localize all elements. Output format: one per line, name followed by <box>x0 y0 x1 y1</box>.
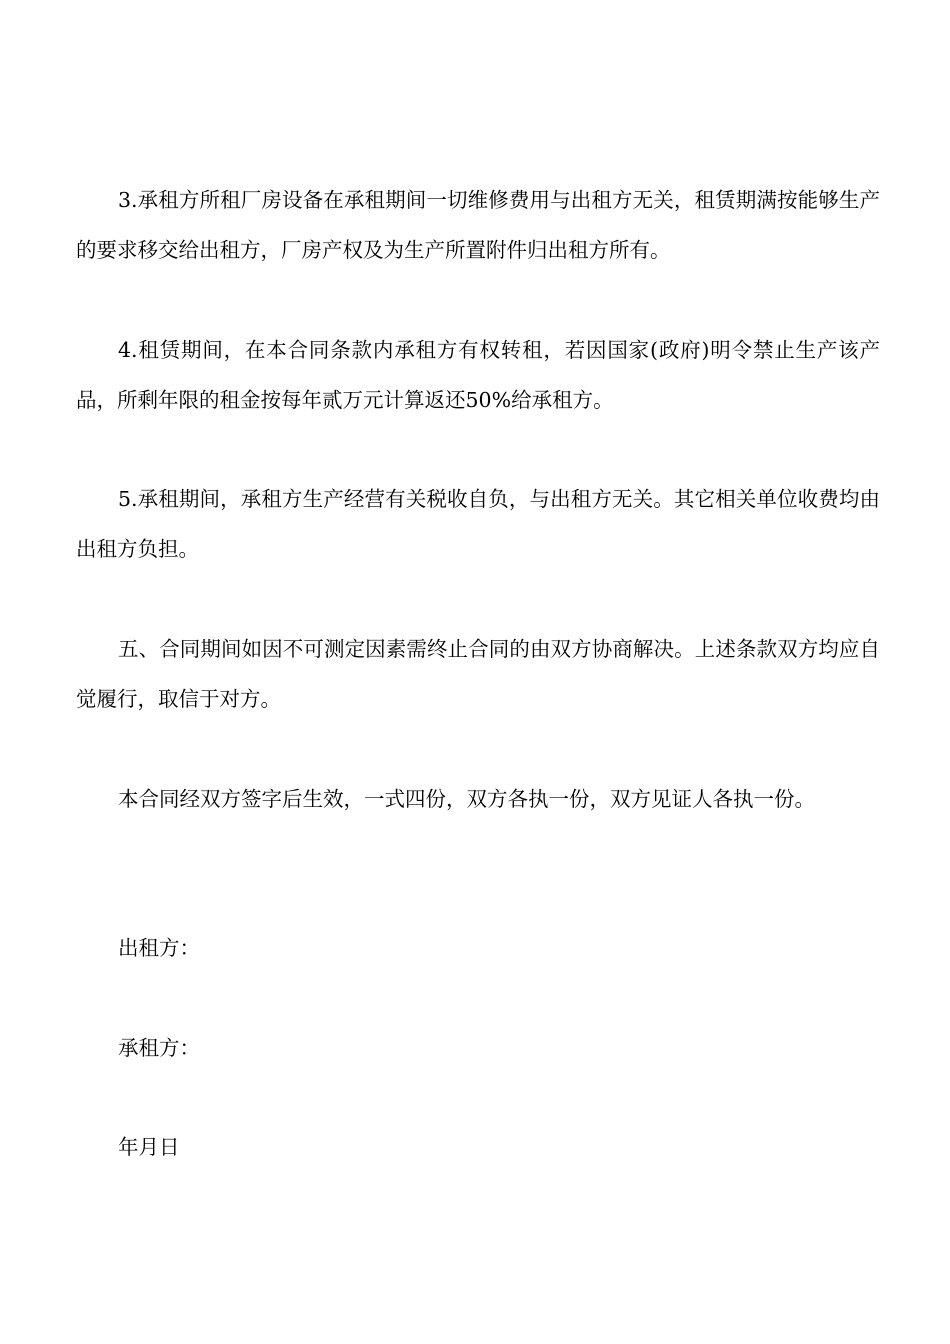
clause-five-termination: 五、合同期间如因不可测定因素需终止合同的由双方协商解决。上述条款双方均应自觉履行，取信于对方。 <box>76 637 880 711</box>
lessee-signature-label: 承租方： <box>118 1036 200 1060</box>
clause-5: 5.承租期间，承租方生产经营有关税收自负，与出租方无关。其它相关单位收费均由出租方负担。 <box>76 487 880 561</box>
clause-4: 4.租赁期间，在本合同条款内承租方有权转租，若因国家(政府)明令禁止生产该产品，所剩年限的租金按每年贰万元计算返还50%给承租方。 <box>76 338 880 412</box>
date-label: 年月日 <box>118 1135 180 1159</box>
lessor-signature-label: 出租方： <box>118 936 200 960</box>
effectiveness-clause: 本合同经双方签字后生效，一式四份，双方各执一份，双方见证人各执一份。 <box>118 787 815 811</box>
clause-3: 3.承租方所租厂房设备在承租期间一切维修费用与出租方无关，租赁期满按能够生产的要求移交给出租方，厂房产权及为生产所置附件归出租方所有。 <box>76 188 880 262</box>
